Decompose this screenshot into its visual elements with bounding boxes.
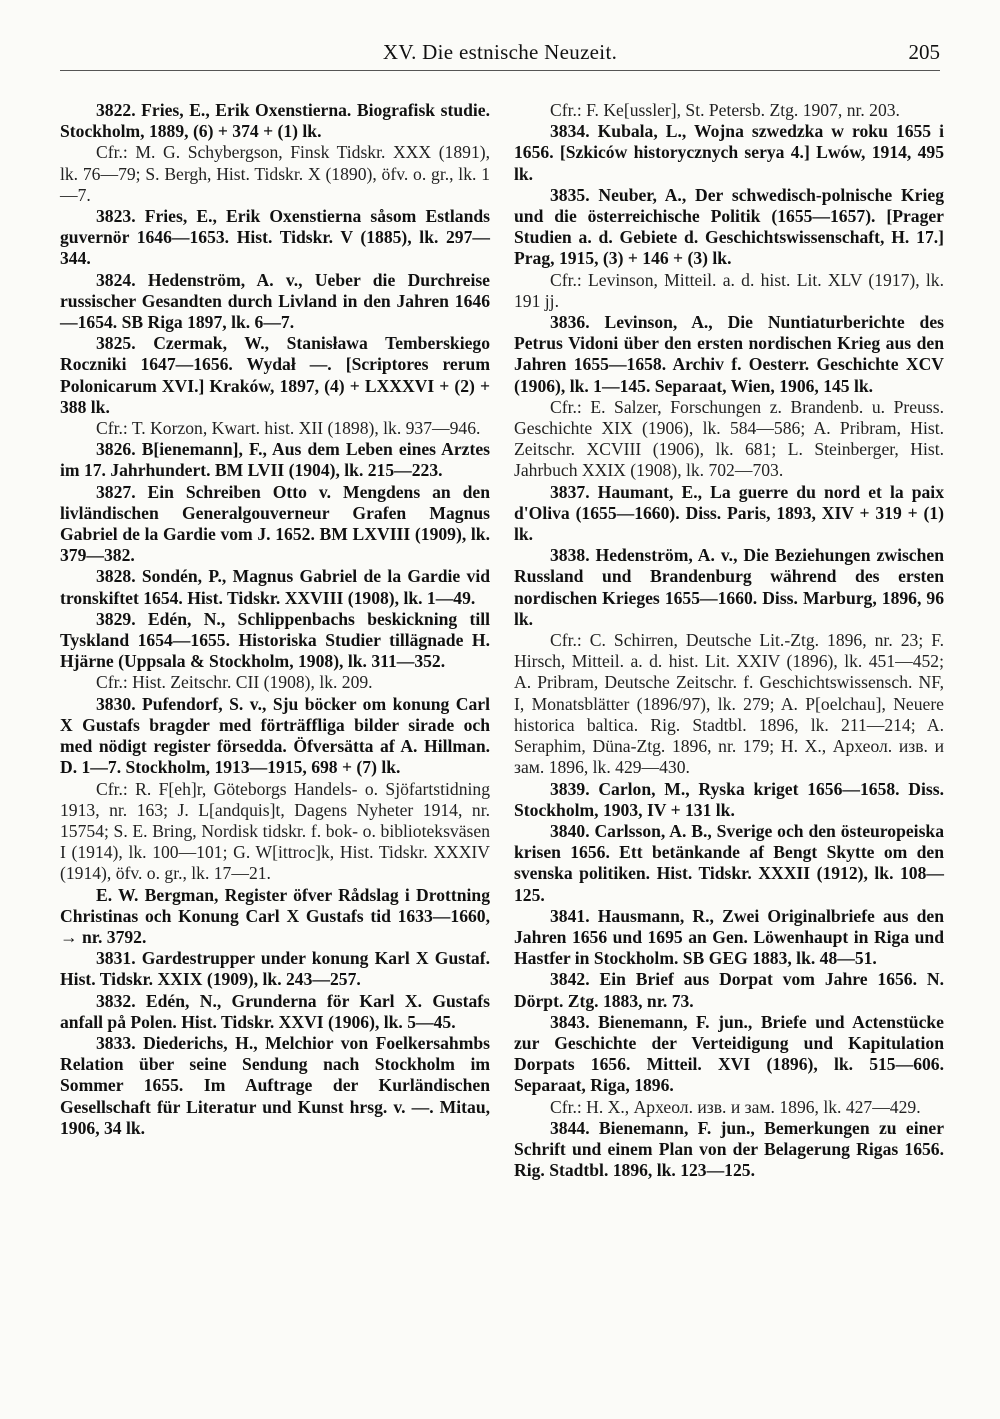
running-header [60,30,940,71]
bibliography-entry: E. W. Bergman, Register öfver Rådslag i Drottning Christinas och Konung Carl X Gustafs tid 1633—1660, → nr. 3792. [60,884,490,947]
bibliography-entry: 3826. B[ienemann], F., Aus dem Leben eines Arztes im 17. Jahrhundert. BM LVII (1904), lk. 215—223. [60,439,490,481]
bibliography-entry: 3841. Hausmann, R., Zwei Originalbriefe aus den Jahren 1656 und 1695 an Gen. Löwenhaupt in Riga und Hastfer in Stockholm. SB GEG 1883, lk. 48—51. [514,905,944,969]
chapter-title: XV. Die estnische Neuzeit. [382,40,618,64]
right-column [514,100,944,1181]
bibliography-entry: 3839. Carlon, M., Ryska kriget 1656—1658. Diss. Stockholm, 1903, IV + 131 lk. [514,778,944,820]
bibliography-entry: 3832. Edén, N., Grunderna för Karl X. Gustafs anfall på Polen. Hist. Tidskr. XXVI (1906), lk. 5—45. [60,990,490,1032]
bibliography-entry: 3843. Bienemann, F. jun., Briefe und Actenstücke zur Geschichte der Verteidigung und Kapitulation Dorpats 1656. Mitteil. XVI (1896), lk. 515—606. Separaat, Riga, 1896. [514,1011,944,1096]
left-column [60,100,490,1139]
bibliography-entry: 3837. Haumant, E., La guerre du nord et la paix d'Oliva (1655—1660). Diss. Paris, 1893, XIV + 319 + (1) lk. [514,481,944,545]
review-reference: Cfr.: H. X., Археол. изв. и зам. 1896, lk. 427—429. [550,1096,921,1117]
bibliography-entry: 3835. Neuber, A., Der schwedisch-polnische Krieg und die österreichische Politik (1655—1657). [Prager Studien a. d. Gebiete d. Geschichtswissenschaft, H. 17.] Prag, 1915, (3) + 146 + (3) lk. [514,184,944,269]
bibliography-entry: 3823. Fries, E., Erik Oxenstierna såsom Estlands guvernör 1646—1653. Hist. Tidskr. V (1885), lk. 297—344. [60,206,490,269]
review-reference: Cfr.: Hist. Zeitschr. CII (1908), lk. 209. [96,672,373,693]
review-reference: Cfr.: Levinson, Mitteil. a. d. hist. Lit. XLV (1917), lk. 191 jj. [514,269,944,311]
review-reference: Cfr.: R. F[eh]r, Göteborgs Handels- o. Sjöfartstidning 1913, nr. 163; J. L[andquis]t, Dagens Nyheter 1914, nr. 15754; S. E. Bring, Nordisk tidskr. f. bok- o. biblioteksväsen I (1914), lk. 100—101; G. W[ittroc]k, Hist. Tidskr. XXXIV (1914), öfv. o. gr., lk. 17—21. [60,778,490,884]
bibliography-entry: 3842. Ein Brief aus Dorpat vom Jahre 1656. N. Dörpt. Ztg. 1883, nr. 73. [514,969,944,1011]
bibliography-entry: 3825. Czermak, W., Stanisława Temberskiego Roczniki 1647—1656. Wydał —. [Scriptores rerum Polonicarum XVI.] Kraków, 1897, (4) + LXXXVI + (2) + 388 lk. [60,333,490,417]
bibliography-entry: 3824. Hedenström, A. v., Ueber die Durchreise russischer Gesandten durch Livland in den Jahren 1646—1654. SB Riga 1897, lk. 6—7. [60,269,490,333]
review-reference: Cfr.: F. Ke[ussler], St. Petersb. Ztg. 1907, nr. 203. [550,100,900,120]
bibliography-entry: 3834. Kubala, L., Wojna szwedzka w roku 1655 i 1656. [Szkiców historycznych serya 4.] Lwów, 1914, 495 lk. [514,121,944,184]
bibliography-entry: 3836. Levinson, A., Die Nuntiaturberichte des Petrus Vidoni über den ersten nordischen Krieg aus den Jahren 1655—1658. Archiv f. Oesterr. Geschichte XCV (1906), lk. 1—145. Separaat, Wien, 1906, 145 lk. [514,312,944,396]
review-reference: Cfr.: C. Schirren, Deutsche Lit.-Ztg. 1896, nr. 23; F. Hirsch, Mitteil. a. d. hist. Lit. XXIV (1896), lk. 451—452; A. Pribram, Deutsche Zeitschr. f. Geschichtswissensch. NF, I, Monatsblätter (1896/97), lk. 279; A. P[oelchau], Neuere historica baltica. Rig. Stadtbl. 1896, lk. 211—214; A. Seraphim, Düna-Ztg. 1896, nr. 179; H. X., Археол. изв. и зам. 1896, lk. 429—430. [514,630,944,778]
review-reference: Cfr.: E. Salzer, Forschungen z. Brandenb. u. Preuss. Geschichte XIX (1906), lk. 584—586; A. Pribram, Hist. Zeitschr. XCVIII (1906), lk. 681; L. Steinberger, Hist. Jahrbuch XXIX (1908), lk. 702—703. [514,396,944,481]
bibliography-entry: 3840. Carlsson, A. B., Sverige och den östeuropeiska krisen 1656. Ett betänkande af Bengt Skytte om den svenska politiken. Hist. Tidskr. XXXII (1912), lk. 108—125. [514,820,944,905]
bibliography-entry: 3822. Fries, E., Erik Oxenstierna. Biografisk studie. Stockholm, 1889, (6) + 374 + (1) lk. [60,100,490,142]
bibliography-entry: 3830. Pufendorf, S. v., Sju böcker om konung Carl X Gustafs bragder med förträffliga bilder sirade och med nödigt register försedda. Öfversätta af A. Hillman. D. 1—7. Stockholm, 1913—1915, 698 + (7) lk. [60,693,490,778]
bibliography-entry: 3828. Sondén, P., Magnus Gabriel de la Gardie vid tronskiftet 1654. Hist. Tidskr. XXVIII (1908), lk. 1—49. [60,566,490,608]
bibliography-entry: 3844. Bienemann, F. jun., Bemerkungen zu einer Schrift und einem Plan von der Belagerung Rigas 1656. Rig. Stadtbl. 1896, lk. 123—125. [514,1117,944,1181]
bibliography-entry: 3838. Hedenström, A. v., Die Beziehungen zwischen Russland und Brandenburg während des ersten nordischen Krieges 1655—1660. Diss. Marburg, 1896, 96 lk. [514,545,944,629]
review-reference: Cfr.: M. G. Schybergson, Finsk Tidskr. XXX (1891), lk. 76—79; S. Bergh, Hist. Tidskr. X (1890), öfv. o. gr., lk. 1—7. [60,142,490,205]
bibliography-entry: 3827. Ein Schreiben Otto v. Mengdens an den livländischen Generalgouverneur Grafen Magnus Gabriel de la Gardie vom J. 1652. BM LXVIII (1909), lk. 379—382. [60,481,490,566]
bibliography-entry: 3833. Diederichs, H., Melchior von Foelkersahmbs Relation über seine Sendung nach Stockholm im Sommer 1655. Im Auftrage der Kurländischen Gesellschaft für Literatur und Kunst hrsg. v. —. Mitau, 1906, 34 lk. [60,1032,490,1138]
page-number: 205 [908,40,940,64]
bibliography-entry: 3829. Edén, N., Schlippenbachs beskickning till Tyskland 1654—1655. Historiska Studier tillägnade H. Hjärne (Uppsala & Stockholm, 1908), lk. 311—352. [60,608,490,672]
bibliography-entry: 3831. Gardestrupper under konung Karl X Gustaf. Hist. Tidskr. XXIX (1909), lk. 243—257. [60,948,490,990]
review-reference: Cfr.: T. Korzon, Kwart. hist. XII (1898), lk. 937—946. [96,418,481,439]
